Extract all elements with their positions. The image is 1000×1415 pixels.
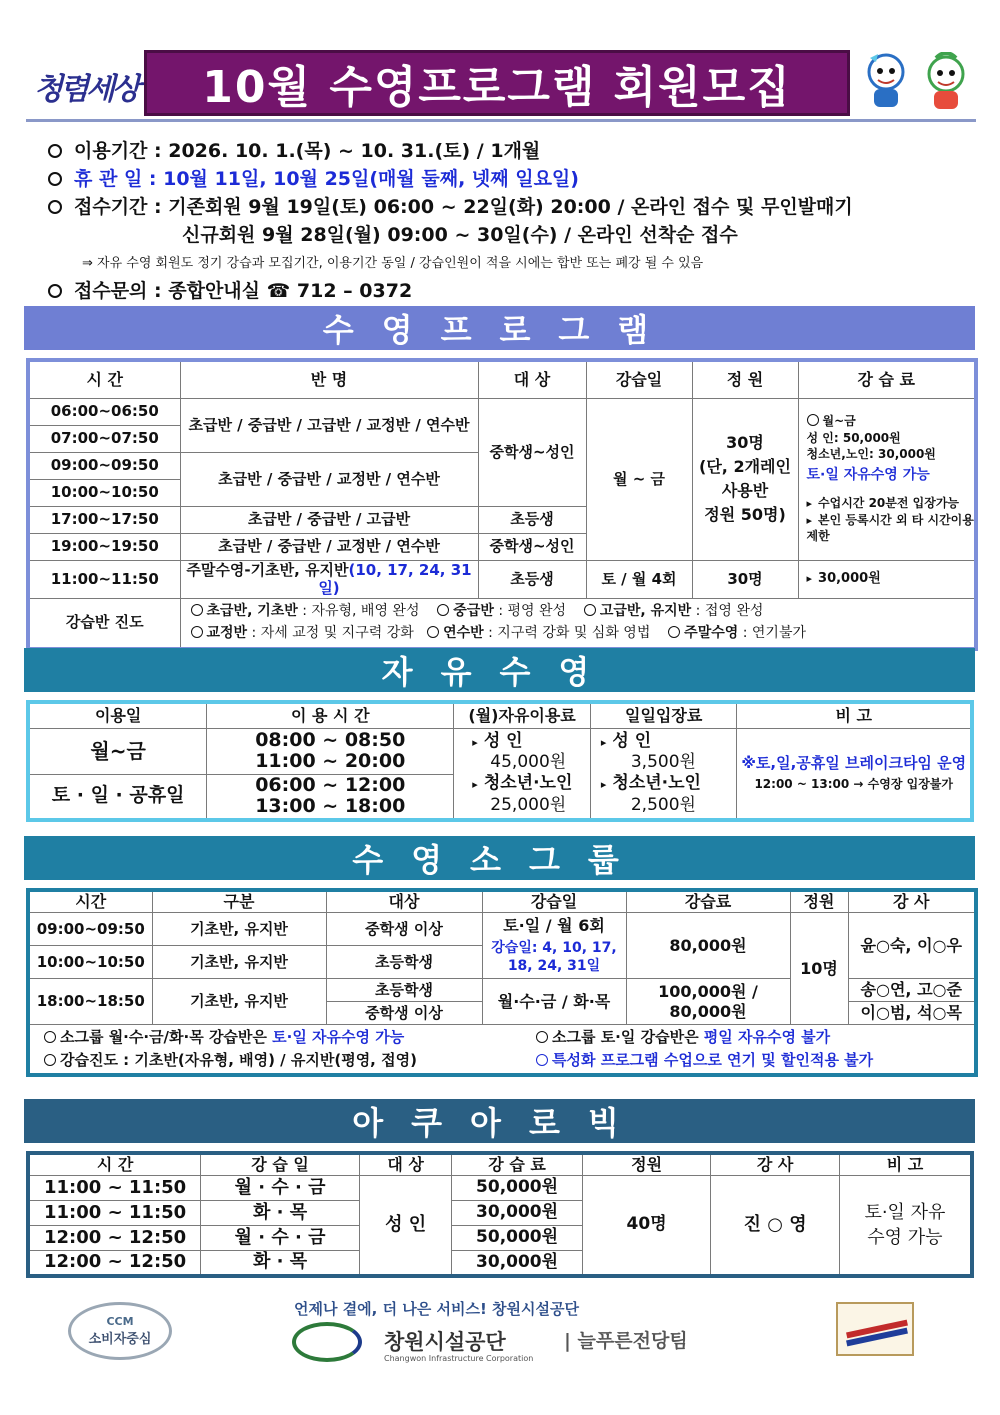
weekday-days-cell: 월·수·금 / 화·목 (482, 979, 626, 1025)
reception-new-text: 신규회원 9월 28일(월) 09:00 ~ 30일(수) / 온라인 선착순 접수 (182, 224, 738, 246)
time-cell: 12:00 ~ 12:50 (28, 1251, 201, 1276)
fee-price: 2,500원 (630, 794, 696, 815)
col-header-remark: 비 고 (737, 702, 972, 728)
col-header-fee: 강 습 료 (452, 1153, 583, 1176)
time-cell: 10:00~10:50 (28, 479, 180, 506)
fee-price: 25,000원 (490, 794, 567, 815)
col-header-instructor: 강 사 (711, 1153, 840, 1176)
col-header-daily: 일일입장료 (590, 702, 737, 728)
mascot-blue-icon (860, 52, 912, 114)
notes-line (44, 1049, 974, 1072)
note-line (82, 252, 703, 271)
note-highlight: 특성화 프로그램 수업으로 연기 및 할인적용 불가 (552, 1050, 874, 1069)
time-cell: 17:00~17:50 (28, 506, 180, 533)
progress-name: 교정반 (206, 624, 248, 641)
type-cell: 기초반, 유지반 (152, 979, 326, 1025)
ring-icon (44, 1031, 56, 1043)
ring-icon (807, 414, 819, 426)
col-header-fee: 강습료 (626, 890, 790, 913)
class-cell: 초급반 / 중급반 / 교정반 / 연수반 (180, 533, 478, 560)
award-badge-icon (836, 1302, 914, 1356)
time-range: 11:00 ~ 20:00 (255, 750, 406, 772)
col-header-instructor: 강 사 (848, 890, 976, 913)
page-title: 10월 수영프로그램 회원모집 (202, 62, 792, 113)
class-cell: 초급반 / 중급반 / 고급반 / 교정반 / 연수반 (180, 398, 478, 452)
bullet-icon (48, 200, 62, 214)
daily-fee-cell (590, 728, 737, 820)
col-header-target: 대 상 (478, 360, 586, 398)
weekend-cell: 토 · 일 · 공휴일 (28, 774, 207, 820)
target-cell: 초등생 (478, 506, 586, 533)
time-range: 08:00 ~ 08:50 (255, 729, 406, 752)
ring-icon (536, 1031, 548, 1043)
progress-name: 중급반 (453, 603, 494, 620)
break-time-note: ※토,일,공휴일 브레이크타임 운영 (741, 754, 967, 773)
progress-desc: : 연기불가 (738, 624, 806, 641)
weekend-times (207, 774, 454, 820)
ring-icon (427, 626, 439, 638)
bullet-icon (48, 284, 62, 298)
time-cell: 11:00 ~ 11:50 (28, 1201, 201, 1226)
weekend-days: 토·일 / 월 6회 (503, 916, 605, 935)
time-cell: 07:00~07:50 (28, 425, 180, 452)
progress-line (191, 623, 975, 645)
small-group-section-title: 수영소그룹 (352, 841, 647, 879)
col-header-target: 대상 (326, 890, 482, 913)
note-text: ⇒ 자유 수영 회원도 정기 강습과 모집기간, 이용기간 동일 / 강습인원이 적을 시에는 합반 또는 폐강 될 수 있음 (82, 256, 704, 271)
capacity-cell: 10명 (790, 913, 848, 1025)
program-section-bar (24, 306, 975, 350)
program-table (26, 358, 978, 651)
small-group-table (26, 888, 978, 1077)
days-cell: 월 · 수 · 금 (201, 1176, 360, 1201)
mascot-green-icon (920, 52, 972, 114)
target-cell: 성 인 (359, 1176, 451, 1276)
col-header-class: 반 명 (180, 360, 478, 398)
remark-cell (839, 1176, 972, 1276)
corporation-english-name: Changwon Infrastructure Corporation (384, 1354, 534, 1363)
logo-text: 청렴세상 (34, 72, 138, 107)
note-item (536, 1049, 873, 1072)
period-text: 이용기간 : 2026. 10. 1.(목) ~ 10. 31.(토) / 1개월 (74, 140, 541, 162)
target-cell: 중학생~성인 (478, 398, 586, 506)
col-header-time: 시 간 (28, 1153, 201, 1176)
page-header (26, 44, 976, 124)
time-cell: 11:00~11:50 (28, 560, 180, 599)
fee-adult: 성 인: 50,000원 (806, 430, 901, 445)
ring-icon (536, 1054, 548, 1066)
time-range: 13:00 ~ 18:00 (255, 795, 406, 818)
col-header-time: 시간 (28, 890, 152, 913)
col-header-days: 강습일 (482, 890, 626, 913)
weekday-times (207, 728, 454, 774)
capacity-note: 사용반 (721, 481, 769, 500)
days-cell: 월 · 수 · 금 (201, 1226, 360, 1251)
ring-icon (668, 626, 680, 638)
progress-line (191, 601, 975, 623)
reception-line (48, 192, 853, 219)
class-cell: 초급반 / 중급반 / 고급반 (180, 506, 478, 533)
ccm-text: CCM (106, 1315, 134, 1328)
title-banner (144, 50, 850, 116)
time-cell: 19:00~19:50 (28, 533, 180, 560)
corporation-name: 창원시설공단 (384, 1329, 506, 1354)
fee-free-swim: 토·일 자유수영 가능 (806, 466, 930, 483)
ring-icon (44, 1054, 56, 1066)
target-cell: 중학생~성인 (478, 533, 586, 560)
class-cell: 초급반 / 중급반 / 교정반 / 연수반 (180, 452, 478, 506)
fee-cell (798, 560, 976, 599)
days-cell: 월 ~ 금 (586, 398, 692, 560)
progress-desc: : 지구력 강화 및 심화 영법 (483, 624, 651, 641)
program-header-row (28, 360, 976, 398)
time-cell: 06:00~06:50 (28, 398, 180, 425)
progress-name: 고급반, 유지반 (599, 603, 692, 620)
col-header-time: 이 용 시 간 (207, 702, 454, 728)
free-swim-section-title: 자유수영 (381, 653, 618, 691)
type-cell: 기초반, 유지반 (152, 913, 326, 946)
note-text: 소그룹 토·일 강습반은 (552, 1027, 704, 1046)
days-cell: 토 / 월 4회 (586, 560, 692, 599)
instructor-cell: 송○연, 고○준 (848, 979, 976, 1002)
col-header-target: 대 상 (359, 1153, 451, 1176)
col-header-capacity: 정원 (790, 890, 848, 913)
col-header-days: 강습일 (586, 360, 692, 398)
note-text: 소그룹 월·수·금/화·목 강습반은 (60, 1027, 273, 1046)
bullet-icon (48, 172, 62, 186)
target-cell: 중학생 이상 (326, 1002, 482, 1025)
free-swim-header-row (28, 702, 972, 728)
aerobic-section-bar (24, 1099, 975, 1143)
time-cell: 12:00 ~ 12:50 (28, 1226, 201, 1251)
weekend-dates: 강습일: 4, 10, 17, 18, 24, 31일 (491, 940, 617, 974)
progress-label: 강습반 진도 (28, 599, 180, 649)
slogan: 언제나 곁에, 더 나은 서비스! 창원시설공단 (294, 1300, 579, 1318)
fee-title-line (807, 413, 975, 429)
progress-cell (180, 599, 976, 649)
time-range: 06:00 ~ 12:00 (255, 774, 406, 797)
progress-name: 주말수영 (684, 624, 739, 641)
reception-new-line (182, 220, 738, 247)
days-cell: 화 · 목 (201, 1201, 360, 1226)
fee-cell: 30,000원 (452, 1201, 583, 1226)
fee-cell: 30,000원 (452, 1251, 583, 1276)
fee-label: ▸ 성 인 (601, 731, 737, 752)
remark-cell (737, 728, 972, 820)
col-header-fee: 강 습 료 (798, 360, 976, 398)
inquiry-line (48, 276, 412, 303)
holiday-text: 휴 관 일 : 10월 11일, 10월 25일(매월 둘째, 넷째 일요일) (74, 168, 579, 190)
progress-name: 연수반 (443, 624, 484, 641)
aerobic-table (26, 1151, 974, 1278)
progress-desc: : 자유형, 배영 완성 (297, 603, 420, 620)
mascot-illustrations (860, 52, 976, 116)
inquiry-text: 접수문의 : 종합안내실 ☎ 712 – 0372 (74, 280, 413, 302)
fee-cell: 100,000원 / 80,000원 (626, 979, 790, 1025)
small-group-notes (28, 1025, 976, 1075)
instructor-cell: 진 ○ 영 (711, 1176, 840, 1276)
weekend-fee: ▸ 30,000원 (807, 571, 881, 586)
col-header-capacity: 정 원 (692, 360, 798, 398)
program-section-title: 수영프로그램 (322, 311, 677, 349)
fee-label: ▸ 청소년·노인 (601, 773, 737, 794)
col-header-monthly: (월)자유이용료 (454, 702, 591, 728)
progress-name: 초급반, 기초반 (206, 603, 298, 620)
corporation-emblem-icon (292, 1322, 362, 1362)
capacity-note: 정원 50명) (704, 505, 786, 524)
time-cell: 10:00~10:50 (28, 946, 152, 979)
period-line (48, 136, 540, 163)
capacity-note: (단, 2개레인 (699, 457, 791, 476)
capacity-cell (692, 398, 798, 560)
ring-icon (191, 604, 203, 616)
capacity-cell: 30명 (692, 560, 798, 599)
class-cell (180, 560, 478, 599)
fee-note: ▸ 본인 등록시간 외 타 시간이용 제한 (807, 512, 975, 545)
target-cell: 초등학생 (326, 979, 482, 1002)
note-highlight: 토·일 자유수영 가능 (272, 1027, 405, 1046)
fee-cell: 50,000원 (452, 1176, 583, 1201)
instructor-cell: 이○범, 석○목 (848, 1002, 976, 1025)
col-header-time: 시 간 (28, 360, 180, 398)
holiday-line (48, 164, 579, 191)
progress-desc: : 접영 완성 (691, 603, 764, 620)
col-header-day: 이용일 (28, 702, 207, 728)
note-item (44, 1026, 404, 1049)
small-group-header-row (28, 890, 976, 913)
header-divider (26, 119, 976, 122)
note-item (44, 1049, 417, 1072)
remark-line: 수영 가능 (867, 1226, 943, 1248)
weekday-cell: 월~금 (28, 728, 207, 774)
col-header-remark: 비 고 (839, 1153, 972, 1176)
time-cell: 09:00~09:50 (28, 452, 180, 479)
ring-icon (584, 604, 596, 616)
col-header-type: 구분 (152, 890, 326, 913)
instructor-cell: 윤○숙, 이○우 (848, 913, 976, 979)
type-cell: 기초반, 유지반 (152, 946, 326, 979)
capacity-cell: 40명 (582, 1176, 711, 1276)
monthly-fee-cell (454, 728, 591, 820)
days-cell: 화 · 목 (201, 1251, 360, 1276)
weekend-dates: (10, 17, 24, 31일) (318, 560, 472, 598)
time-cell: 18:00~18:50 (28, 979, 152, 1025)
break-time-range: 12:00 ~ 13:00 → 수영장 입장불가 (754, 777, 953, 792)
time-cell: 09:00~09:50 (28, 913, 152, 946)
fee-cell: 50,000원 (452, 1226, 583, 1251)
note-highlight: 평일 자유수영 불가 (703, 1027, 831, 1046)
fee-label: ▸ 청소년·노인 (472, 773, 590, 794)
target-cell: 중학생 이상 (326, 913, 482, 946)
fee-title: 월~금 (822, 414, 856, 429)
aerobic-header-row (28, 1153, 972, 1176)
small-group-section-bar (24, 836, 975, 880)
fee-note: ▸ 수업시간 20분전 입장가능 (807, 495, 975, 512)
page-footer (24, 1290, 975, 1400)
notes-line (44, 1026, 974, 1049)
remark-line: 토·일 자유 (864, 1201, 946, 1223)
ring-icon (191, 626, 203, 638)
ring-icon (437, 604, 449, 616)
bullet-icon (48, 144, 62, 158)
fee-price: 45,000원 (490, 752, 567, 772)
note-item (536, 1026, 830, 1049)
ccm-label: 소비자중심 (88, 1332, 152, 1347)
time-cell: 11:00 ~ 11:50 (28, 1176, 201, 1201)
aerobic-section-title: 아쿠아로빅 (352, 1104, 647, 1142)
free-swim-section-bar (24, 648, 975, 692)
target-cell: 초등학생 (326, 946, 482, 979)
team-name: | 늘푸른전당팀 (564, 1330, 688, 1352)
col-header-capacity: 정원 (582, 1153, 711, 1176)
ccm-logo (68, 1302, 172, 1360)
weekend-class: 주말수영-기초반, 유지반 (186, 560, 349, 579)
fee-youth: 청소년,노인: 30,000원 (806, 446, 936, 461)
progress-desc: : 자세 교정 및 지구력 강화 (247, 624, 414, 641)
target-cell: 초등생 (478, 560, 586, 599)
weekend-days-cell (482, 913, 626, 979)
reception-existing-text: 접수기간 : 기존회원 9월 19일(토) 06:00 ~ 22일(화) 20:00 / 온라인 접수 및 무인발매기 (74, 196, 853, 218)
progress-desc: : 평영 완성 (493, 603, 567, 620)
clean-world-logo (34, 56, 146, 112)
free-swim-table (26, 700, 974, 822)
fee-cell: 80,000원 (626, 913, 790, 979)
note-text: 강습진도 : 기초반(자유형, 배영) / 유지반(평영, 접영) (60, 1050, 417, 1069)
fee-price: 3,500원 (630, 752, 696, 772)
capacity-value: 30명 (726, 433, 764, 452)
col-header-days: 강 습 일 (201, 1153, 360, 1176)
corporation-logo (292, 1320, 712, 1370)
fee-cell (798, 398, 976, 560)
fee-label: ▸ 성 인 (472, 731, 590, 752)
